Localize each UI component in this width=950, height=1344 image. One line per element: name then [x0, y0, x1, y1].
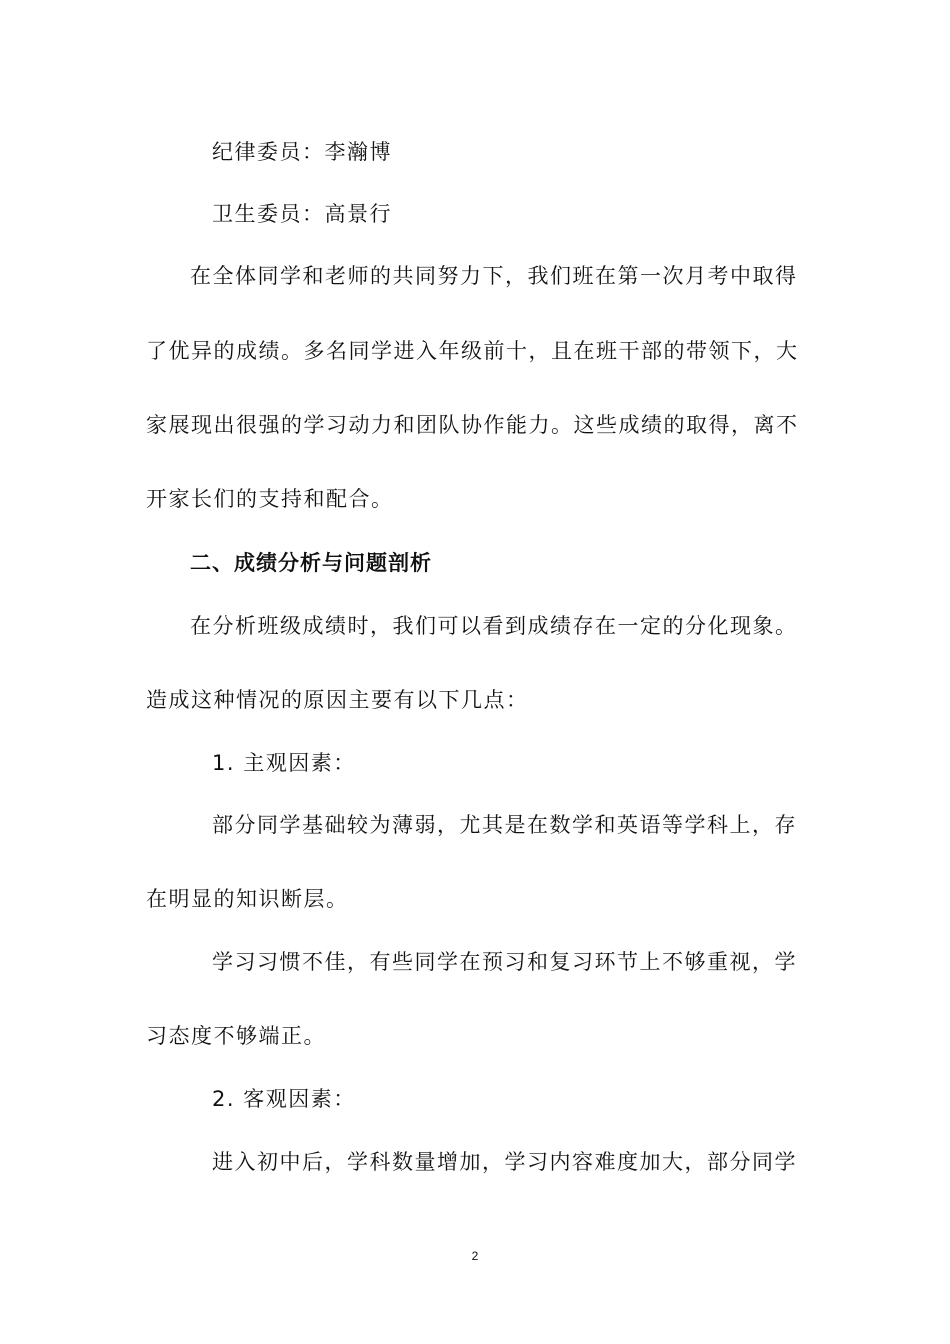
text-line-discipline-member: 纪律委员：李瀚博: [212, 140, 392, 164]
list-item-objective: 2. 客观因素：: [212, 1087, 356, 1111]
paragraph-line: 在分析班级成绩时，我们可以看到成绩存在一定的分化现象。: [190, 614, 798, 638]
paragraph-line: 了优异的成绩。多名同学进入年级前十，且在班干部的带领下，大: [146, 339, 799, 363]
paragraph-line: 开家长们的支持和配合。: [146, 487, 394, 511]
paragraph-line: 学习习惯不佳，有些同学在预习和复习环节上不够重视，学: [212, 950, 797, 974]
section-heading: 二、成绩分析与问题剖析: [190, 551, 432, 575]
list-item-subjective: 1. 主观因素：: [212, 751, 356, 775]
page-number: 2: [471, 1249, 479, 1263]
paragraph-line: 在明显的知识断层。: [146, 887, 349, 911]
paragraph-line: 造成这种情况的原因主要有以下几点：: [146, 688, 529, 712]
text-line-hygiene-member: 卫生委员：高景行: [212, 202, 392, 226]
paragraph-line: 家展现出很强的学习动力和团队协作能力。这些成绩的取得，离不: [146, 413, 799, 437]
paragraph-line: 习态度不够端正。: [146, 1024, 326, 1048]
paragraph-line: 在全体同学和老师的共同努力下，我们班在第一次月考中取得: [190, 264, 798, 288]
paragraph-line: 部分同学基础较为薄弱，尤其是在数学和英语等学科上，存: [212, 813, 797, 837]
paragraph-line: 进入初中后，学科数量增加，学习内容难度加大，部分同学: [212, 1150, 797, 1174]
